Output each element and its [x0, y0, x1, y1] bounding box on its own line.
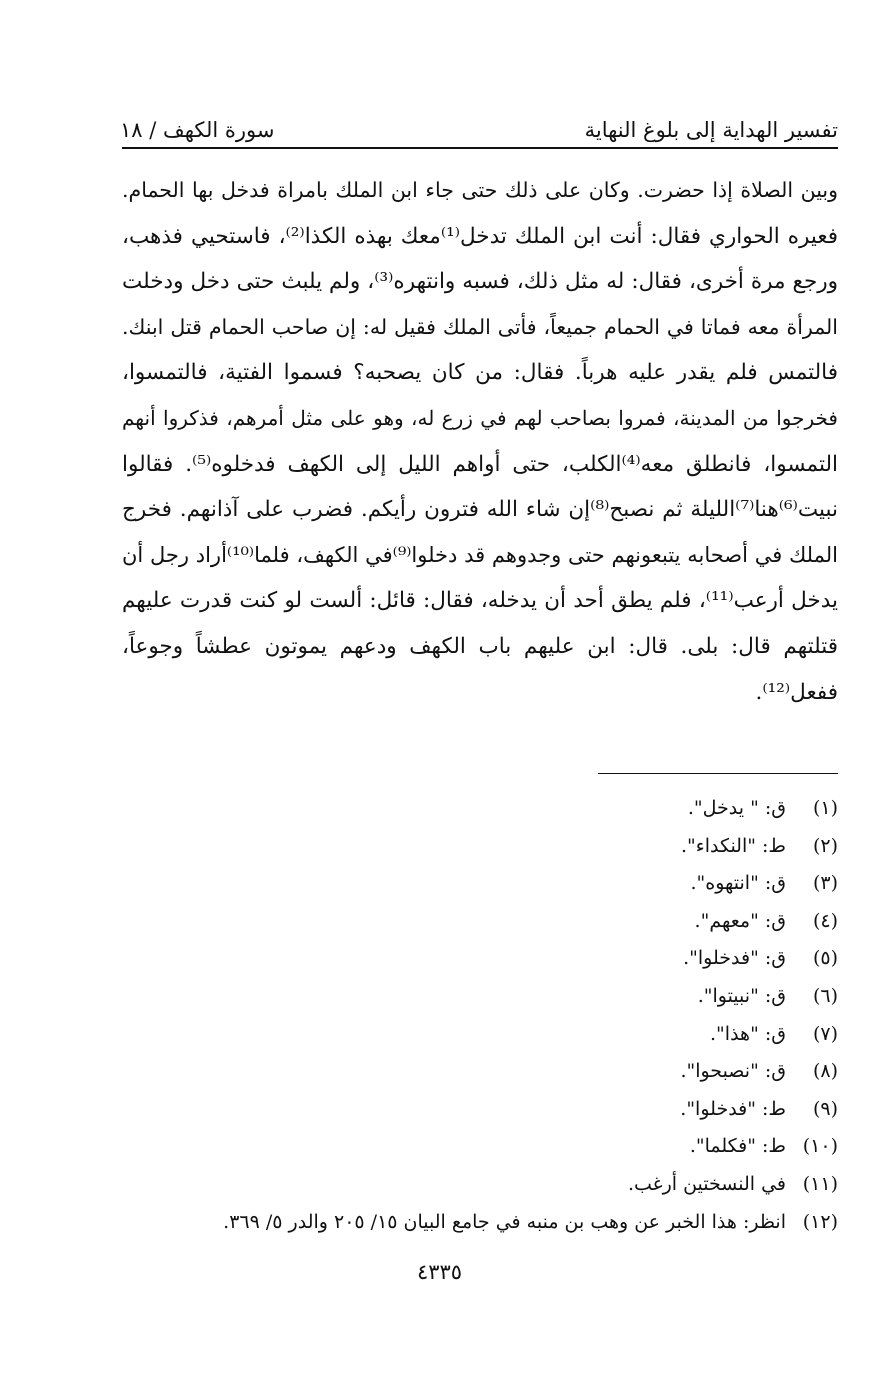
- footnote-number: (٣): [812, 872, 838, 895]
- page-number: ٤٣٣٥: [416, 1260, 463, 1284]
- body-line: يدخل أرعب⁽¹¹⁾، فلم يطق أحد أن يدخله، فقال: قائل: ألست لو كنت قدرت عليهم: [122, 588, 838, 614]
- footnote-number: (٥): [812, 947, 838, 970]
- body-line: المرأة معه فماتا في الحمام جميعاً، فأتى الملك فقيل له: إن صاحب الحمام قتل ابنك.: [122, 314, 838, 339]
- body-line: فالتمس فلم يقدر عليه هرباً. فقال: من كان يصحبه؟ فسموا الفتية، فالتمسوا،: [122, 360, 838, 386]
- running-head: [120, 106, 838, 142]
- footnote-number: (١٢): [802, 1210, 838, 1233]
- body-line: فخرجوا من المدينة، فمروا بصاحب لهم في زرع له، وهو على مثل أمرهم، فذكروا أنهم: [122, 405, 838, 430]
- body-line: ففعل⁽¹²⁾.: [755, 679, 838, 705]
- footnote: [122, 940, 838, 978]
- footnote: [122, 1128, 838, 1166]
- book-title: تفسير الهداية إلى بلوغ النهاية: [584, 118, 838, 142]
- footnote: [122, 1204, 838, 1242]
- footnote-text: ق: "نصبحوا".: [680, 1060, 786, 1083]
- footnote: [122, 1053, 838, 1091]
- footnotes: [122, 790, 838, 1241]
- body-text: [122, 168, 838, 715]
- footnote: [122, 1091, 838, 1129]
- footnote-text: ق: "فدخلوا".: [683, 947, 786, 970]
- body-line: ورجع مرة أخرى، فقال: له مثل ذلك، فسبه وانتهره⁽³⁾، ولم يلبث حتى دخل ودخلت: [122, 269, 838, 295]
- footnote-number: (٧): [812, 1022, 838, 1045]
- footnote-number: (٢): [812, 834, 838, 857]
- header-rule: [122, 147, 838, 149]
- footnote-number: (٦): [812, 984, 838, 1007]
- footnote: [122, 978, 838, 1016]
- footnote-text: ق: "انتهوه".: [690, 872, 786, 895]
- footnote-text: ط: "فكلما".: [689, 1135, 786, 1158]
- body-line: نبيت⁽⁶⁾هنا⁽⁷⁾الليلة ثم نصبح⁽⁸⁾إن شاء الله فترون رأيكم. فضرب على آذانهم. فخرج: [122, 497, 838, 523]
- footnote-number: (١٠): [802, 1135, 838, 1158]
- footnote-text: ط: "فدخلوا".: [680, 1097, 786, 1120]
- footnote-number: (٤): [812, 909, 838, 932]
- footnote-text: ق: "معهم".: [694, 909, 786, 932]
- footnote: [122, 903, 838, 941]
- footnote: [122, 1016, 838, 1054]
- footnote-number: (١): [812, 797, 838, 819]
- footnote: [122, 790, 838, 828]
- footnote-text: ق: " يدخل".: [687, 797, 786, 819]
- footnote-number: (٩): [812, 1097, 838, 1120]
- body-line: التمسوا، فانطلق معه⁽⁴⁾الكلب، حتى أواهم الليل إلى الكهف فدخلوه⁽⁵⁾. فقالوا: [122, 451, 838, 477]
- body-line: فعيره الحواري فقال: أنت ابن الملك تدخل⁽¹⁾معك بهذه الكذا⁽²⁾، فاستحيي فذهب،: [122, 223, 838, 249]
- footnote: [122, 865, 838, 903]
- body-line: قتلتهم قال: بلى. قال: ابن عليهم باب الكهف ودعهم يموتون عطشاً وجوعاً،: [122, 633, 838, 659]
- body-line: الملك في أصحابه يتبعونهم حتى وجدوهم قد دخلوا⁽⁹⁾في الكهف، فلما⁽¹⁰⁾أراد رجل أن: [122, 542, 838, 567]
- footnote-text: ق: "نبيتوا".: [697, 984, 786, 1007]
- footnote-text: ق: "هذا".: [710, 1022, 786, 1045]
- footnote-text: انظر: هذا الخبر عن وهب بن منبه في جامع البيان ١٥/ ٢٠٥ والدر ٥/ ٣٦٩.: [223, 1210, 786, 1233]
- footnote: [122, 1166, 838, 1204]
- surah-label: سورة الكهف / ١٨: [120, 118, 275, 142]
- footnote-rule: [598, 773, 838, 774]
- body-line: وبين الصلاة إذا حضرت. وكان على ذلك حتى جاء ابن الملك بامراة فدخل بها الحمام.: [122, 178, 838, 202]
- footnote-number: (١١): [802, 1172, 838, 1195]
- footnote-text: ط: "النكداء".: [680, 834, 786, 857]
- footnote: [122, 828, 838, 866]
- footnote-number: (٨): [812, 1060, 838, 1083]
- footnote-text: في النسختين أرغب.: [627, 1172, 786, 1195]
